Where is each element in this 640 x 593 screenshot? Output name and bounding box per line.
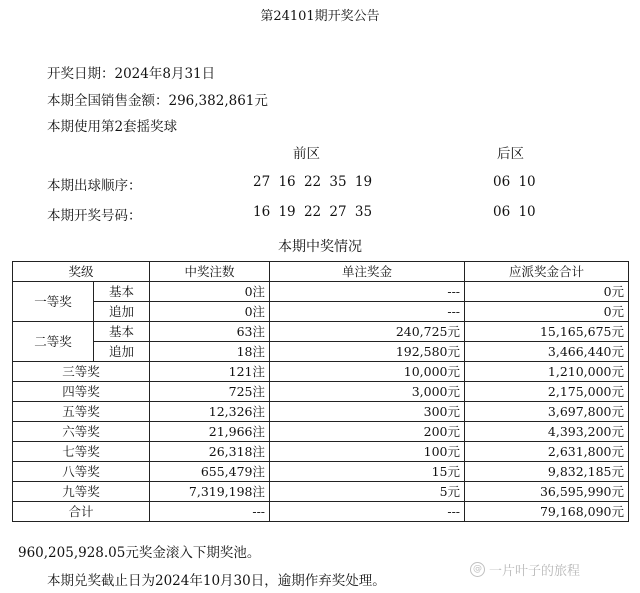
count-cell: 0注	[150, 282, 270, 302]
count-cell: 121注	[150, 362, 270, 382]
level-cell: 二等奖	[13, 322, 94, 362]
total-cell: 0元	[465, 282, 629, 302]
sub-level-cell: 基本	[94, 322, 150, 342]
prize-cell: 5元	[270, 482, 465, 502]
count-cell: 26,318注	[150, 442, 270, 462]
level-cell: 四等奖	[13, 382, 150, 402]
total-cell: 36,595,990元	[465, 482, 629, 502]
watermark-text: 一片叶子的旅程	[489, 564, 581, 579]
prize-table-title: 本期中奖情况	[278, 239, 362, 255]
header-total: 应派奖金合计	[465, 262, 629, 282]
sub-level-cell: 追加	[94, 302, 150, 322]
total-cell: 0元	[465, 302, 629, 322]
prize-table	[12, 261, 629, 522]
table-header-row	[13, 262, 629, 282]
count-cell: 63注	[150, 322, 270, 342]
winning-front-numbers: 16 19 22 27 35	[253, 204, 373, 220]
level-cell: 九等奖	[13, 482, 150, 502]
draw-order-label: 本期出球顺序：	[47, 178, 142, 194]
total-cell: 79,168,090元	[465, 502, 629, 522]
table-row	[13, 462, 629, 482]
table-row	[13, 362, 629, 382]
at-icon: @	[470, 562, 485, 577]
total-cell: 15,165,675元	[465, 322, 629, 342]
prize-cell: ---	[270, 302, 465, 322]
prize-cell: 300元	[270, 402, 465, 422]
sales-amount: 本期全国销售金额：296,382,861元	[47, 93, 268, 109]
total-cell: 2,175,000元	[465, 382, 629, 402]
header-level: 奖级	[13, 262, 150, 282]
header-count: 中奖注数	[150, 262, 270, 282]
count-cell: ---	[150, 502, 270, 522]
level-cell: 七等奖	[13, 442, 150, 462]
prize-cell: 240,725元	[270, 322, 465, 342]
draw-order-back-numbers: 06 10	[493, 174, 536, 190]
watermark	[470, 560, 580, 579]
winning-back-numbers: 06 10	[493, 204, 536, 220]
sub-level-cell: 基本	[94, 282, 150, 302]
total-cell: 3,466,440元	[465, 342, 629, 362]
count-cell: 0注	[150, 302, 270, 322]
table-row	[13, 482, 629, 502]
table-row	[13, 282, 629, 302]
level-cell: 六等奖	[13, 422, 150, 442]
draw-date: 开奖日期：2024年8月31日	[47, 66, 216, 82]
table-row	[13, 442, 629, 462]
prize-cell: 192,580元	[270, 342, 465, 362]
total-cell: 1,210,000元	[465, 362, 629, 382]
level-cell: 五等奖	[13, 402, 150, 422]
table-row	[13, 302, 629, 322]
table-row	[13, 402, 629, 422]
prize-cell: 100元	[270, 442, 465, 462]
draw-order-front-numbers: 27 16 22 35 19	[253, 174, 373, 190]
table-row	[13, 422, 629, 442]
total-cell: 9,832,185元	[465, 462, 629, 482]
level-cell: 一等奖	[13, 282, 94, 322]
table-row	[13, 382, 629, 402]
ball-set: 本期使用第2套摇奖球	[47, 119, 178, 135]
total-cell: 4,393,200元	[465, 422, 629, 442]
rollover-note: 960,205,928.05元奖金滚入下期奖池。	[18, 545, 261, 561]
back-zone-header: 后区	[497, 146, 524, 162]
winning-numbers-label: 本期开奖号码：	[47, 208, 142, 224]
total-cell: 2,631,800元	[465, 442, 629, 462]
table-total-row	[13, 502, 629, 522]
header-prize: 单注奖金	[270, 262, 465, 282]
count-cell: 725注	[150, 382, 270, 402]
prize-cell: 15元	[270, 462, 465, 482]
deadline-note: 本期兑奖截止日为2024年10月30日，逾期作弃奖处理。	[47, 573, 386, 589]
total-cell: 3,697,800元	[465, 402, 629, 422]
level-cell: 合计	[13, 502, 150, 522]
sub-level-cell: 追加	[94, 342, 150, 362]
count-cell: 12,326注	[150, 402, 270, 422]
count-cell: 7,319,198注	[150, 482, 270, 502]
prize-cell: 3,000元	[270, 382, 465, 402]
count-cell: 655,479注	[150, 462, 270, 482]
prize-cell: ---	[270, 282, 465, 302]
front-zone-header: 前区	[293, 146, 320, 162]
table-row	[13, 322, 629, 342]
prize-cell: ---	[270, 502, 465, 522]
page-title: 第24101期开奖公告	[260, 9, 380, 24]
table-row	[13, 342, 629, 362]
count-cell: 18注	[150, 342, 270, 362]
level-cell: 三等奖	[13, 362, 150, 382]
prize-cell: 10,000元	[270, 362, 465, 382]
level-cell: 八等奖	[13, 462, 150, 482]
count-cell: 21,966注	[150, 422, 270, 442]
prize-cell: 200元	[270, 422, 465, 442]
